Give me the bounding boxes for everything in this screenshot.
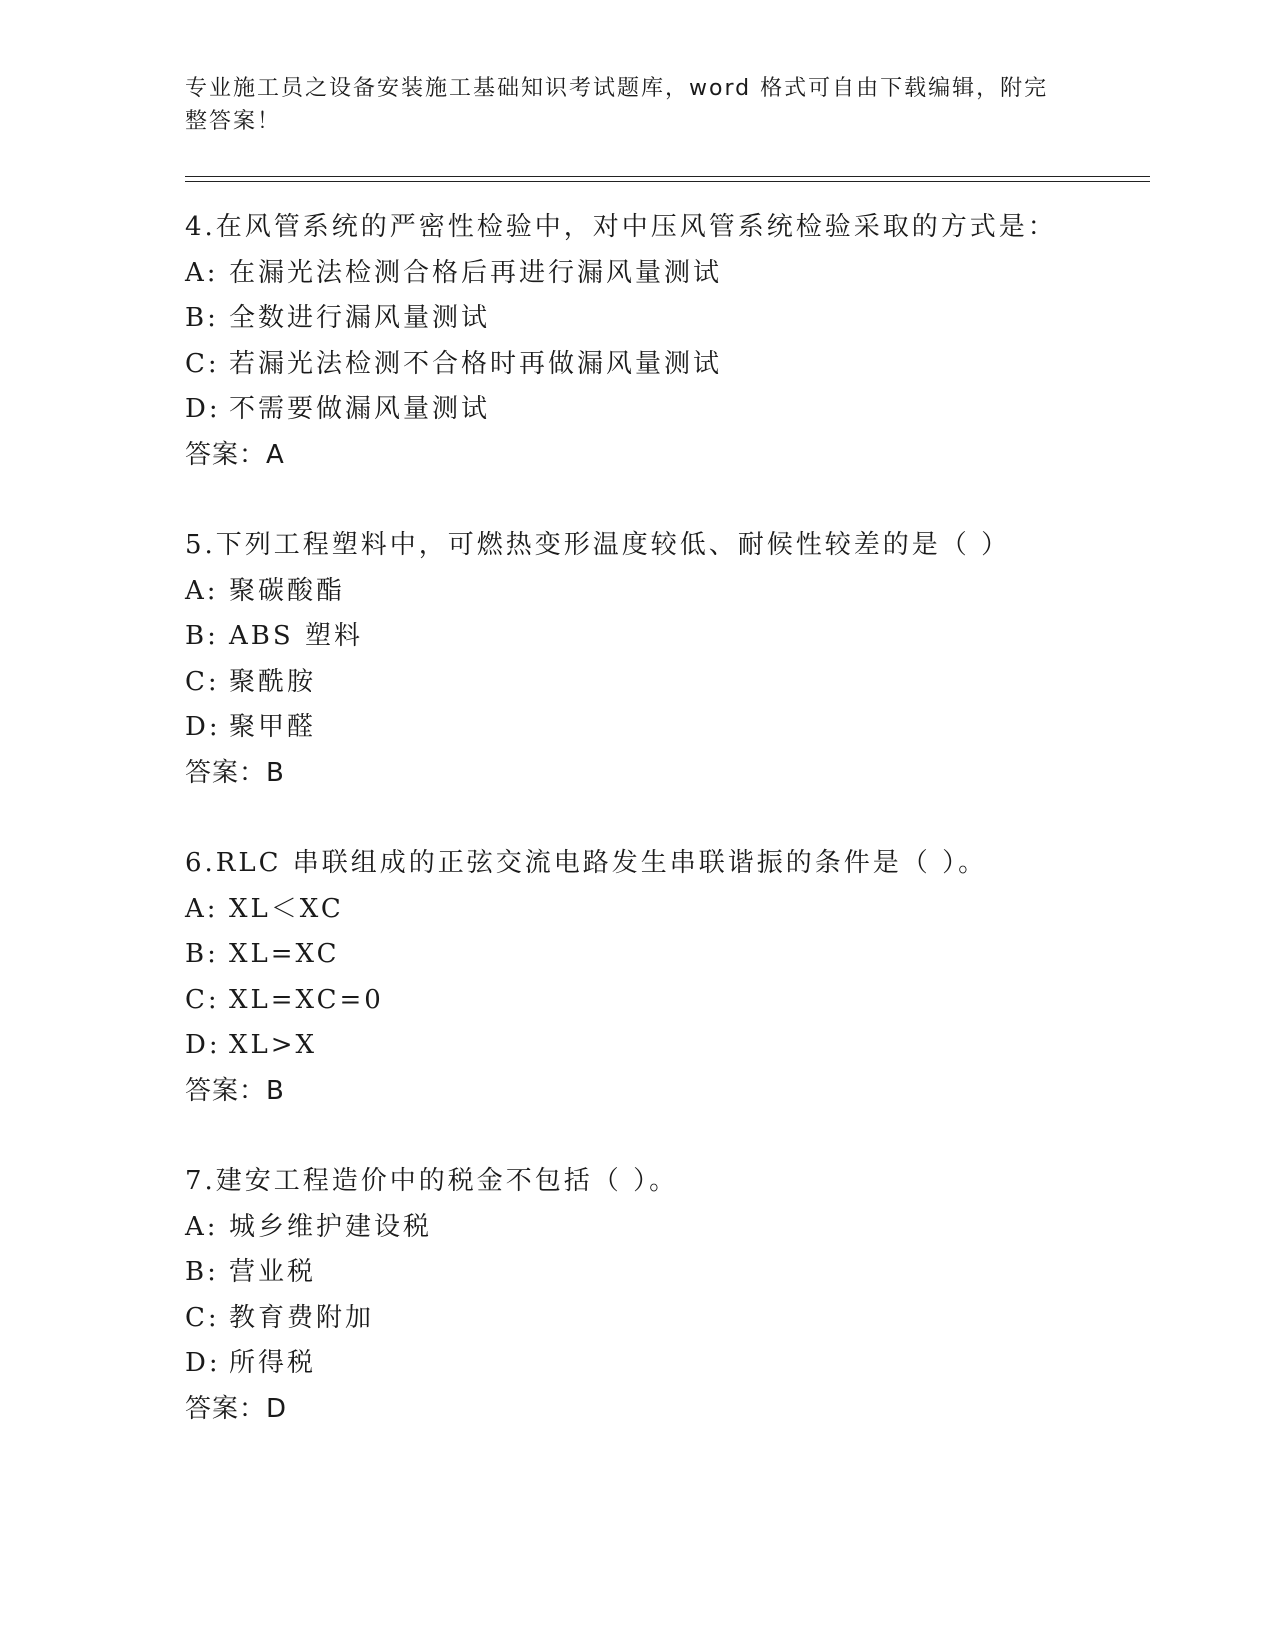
option-letter: C: bbox=[185, 1302, 220, 1333]
option-letter: D: bbox=[185, 1030, 221, 1060]
option-text: 城乡维护建设税 bbox=[229, 1211, 433, 1242]
option-d bbox=[185, 705, 1145, 751]
option-text: 聚甲醛 bbox=[229, 712, 317, 742]
option-letter: B: bbox=[185, 621, 219, 651]
option-letter: D: bbox=[185, 1348, 221, 1378]
option-c bbox=[185, 342, 1145, 388]
option-a bbox=[185, 887, 1145, 933]
option-letter: C: bbox=[185, 984, 220, 1015]
option-letter: B: bbox=[185, 303, 219, 333]
option-b bbox=[185, 932, 1145, 978]
question-stem: 4.在风管系统的严密性检验中，对中压风管系统检验采取的方式是： bbox=[185, 212, 1057, 242]
question-stem: 5.下列工程塑料中，可燃热变形温度较低、耐候性较差的是（ ） bbox=[185, 530, 1011, 560]
option-c bbox=[185, 660, 1145, 706]
option-text: 不需要做漏风量测试 bbox=[229, 394, 491, 424]
option-d bbox=[185, 1023, 1145, 1069]
option-text: XL=XC bbox=[229, 939, 340, 969]
option-letter: D: bbox=[185, 712, 221, 742]
option-d bbox=[185, 387, 1145, 433]
option-letter: A: bbox=[185, 575, 219, 606]
option-text: 在漏光法检测合格后再进行漏风量测试 bbox=[229, 257, 723, 288]
option-text: XL>X bbox=[229, 1030, 318, 1060]
option-text: XL＜XC bbox=[229, 893, 344, 924]
header-divider-bottom bbox=[185, 181, 1150, 182]
option-b bbox=[185, 296, 1145, 342]
option-text: 若漏光法检测不合格时再做漏风量测试 bbox=[229, 348, 723, 379]
option-letter: B: bbox=[185, 1257, 219, 1287]
option-text: 教育费附加 bbox=[229, 1302, 375, 1333]
option-letter: A: bbox=[185, 893, 219, 924]
document-header bbox=[185, 72, 1065, 138]
option-text: ABS 塑料 bbox=[229, 621, 363, 651]
answer-line: 答案：B bbox=[185, 757, 285, 788]
option-text: 聚酰胺 bbox=[229, 666, 317, 697]
option-c bbox=[185, 1296, 1145, 1342]
header-divider-top bbox=[185, 176, 1150, 177]
question-stem: 6.RLC 串联组成的正弦交流电路发生串联谐振的条件是（ ）。 bbox=[185, 848, 988, 878]
option-text: 聚碳酸酯 bbox=[229, 575, 346, 606]
answer-line: 答案：A bbox=[185, 439, 285, 470]
option-a bbox=[185, 1205, 1145, 1251]
option-text: 营业税 bbox=[229, 1257, 317, 1287]
option-a bbox=[185, 569, 1145, 615]
header-intro-line-2: 整答案！ bbox=[185, 109, 282, 134]
option-text: 全数进行漏风量测试 bbox=[229, 303, 491, 333]
option-b bbox=[185, 614, 1145, 660]
question-block bbox=[185, 1159, 1145, 1432]
question-block bbox=[185, 841, 1145, 1114]
question-block bbox=[185, 205, 1145, 478]
option-d bbox=[185, 1341, 1145, 1387]
option-a bbox=[185, 251, 1145, 297]
answer-line: 答案：D bbox=[185, 1393, 288, 1424]
answer-line: 答案：B bbox=[185, 1075, 285, 1106]
option-b bbox=[185, 1250, 1145, 1296]
header-intro-line-1: 专业施工员之设备安装施工基础知识考试题库，word 格式可自由下载编辑，附完 bbox=[185, 76, 1049, 101]
option-letter: A: bbox=[185, 257, 219, 288]
option-c bbox=[185, 978, 1145, 1024]
question-block bbox=[185, 523, 1145, 796]
option-text: XL=XC=0 bbox=[229, 984, 384, 1015]
option-letter: C: bbox=[185, 348, 220, 379]
option-letter: C: bbox=[185, 666, 220, 697]
option-text: 所得税 bbox=[229, 1348, 317, 1378]
question-stem: 7.建安工程造价中的税金不包括（ ）。 bbox=[185, 1166, 679, 1196]
option-letter: B: bbox=[185, 939, 219, 969]
option-letter: A: bbox=[185, 1211, 219, 1242]
option-letter: D: bbox=[185, 394, 221, 424]
